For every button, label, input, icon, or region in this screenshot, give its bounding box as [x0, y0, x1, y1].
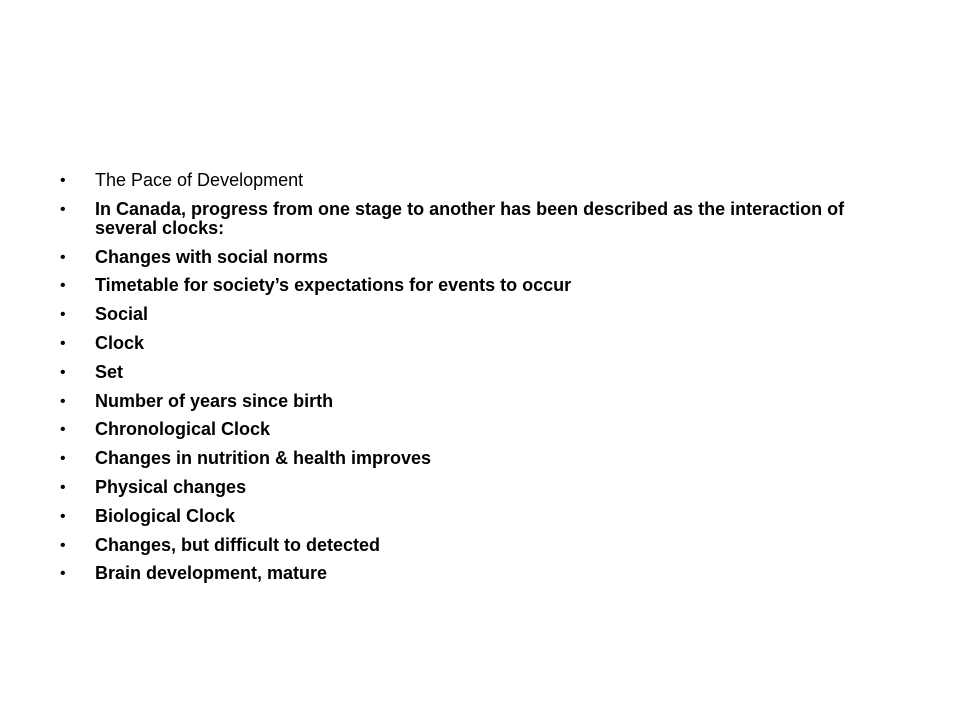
bullet-dot-icon: •	[60, 478, 66, 496]
bullet-item	[60, 248, 860, 267]
bullet-text: Brain development, mature	[95, 563, 328, 584]
bullet-text: Changes with social norms	[95, 246, 329, 267]
bullet-dot-icon: •	[60, 248, 66, 266]
bullet-text: Set	[95, 361, 124, 382]
bullet-item	[60, 478, 860, 497]
bullet-dot-icon: •	[60, 507, 66, 525]
bullet-text: Physical changes	[95, 476, 247, 497]
bullet-text: Chronological Clock	[95, 419, 271, 440]
bullet-dot-icon: •	[60, 334, 66, 352]
bullet-item	[60, 334, 860, 353]
bullet-item	[60, 171, 860, 190]
bullet-item	[60, 507, 860, 526]
bullet-text: Social	[95, 304, 149, 325]
bullet-dot-icon: •	[60, 450, 66, 468]
bullet-text: Clock	[95, 332, 145, 353]
bullet-text: In Canada, progress from one stage to another has been described as the interaction of several clocks:	[95, 198, 845, 238]
bullet-text: Changes, but difficult to detected	[95, 534, 381, 555]
bullet-dot-icon: •	[60, 421, 66, 439]
bullet-item	[60, 392, 860, 411]
bullet-text: Changes in nutrition & health improves	[95, 448, 432, 469]
bullet-dot-icon: •	[60, 172, 66, 189]
bullet-item	[60, 276, 860, 295]
bullet-item	[60, 449, 860, 468]
bullet-dot-icon: •	[60, 363, 66, 381]
bullet-list	[60, 171, 860, 593]
bullet-text: Number of years since birth	[95, 390, 334, 411]
bullet-item	[60, 363, 860, 382]
bullet-text: Biological Clock	[95, 505, 236, 526]
bullet-item	[60, 420, 860, 439]
bullet-dot-icon: •	[60, 277, 66, 295]
bullet-text: Timetable for society’s expectations for events to occur	[95, 275, 572, 296]
bullet-item	[60, 305, 860, 324]
bullet-dot-icon: •	[60, 536, 66, 554]
bullet-item	[60, 564, 860, 583]
bullet-dot-icon: •	[60, 565, 66, 583]
bullet-dot-icon: •	[60, 306, 66, 324]
bullet-dot-icon: •	[60, 200, 66, 218]
bullet-text: The Pace of Development	[95, 170, 304, 190]
bullet-item	[60, 536, 860, 555]
bullet-item	[60, 200, 860, 238]
bullet-dot-icon: •	[60, 392, 66, 410]
